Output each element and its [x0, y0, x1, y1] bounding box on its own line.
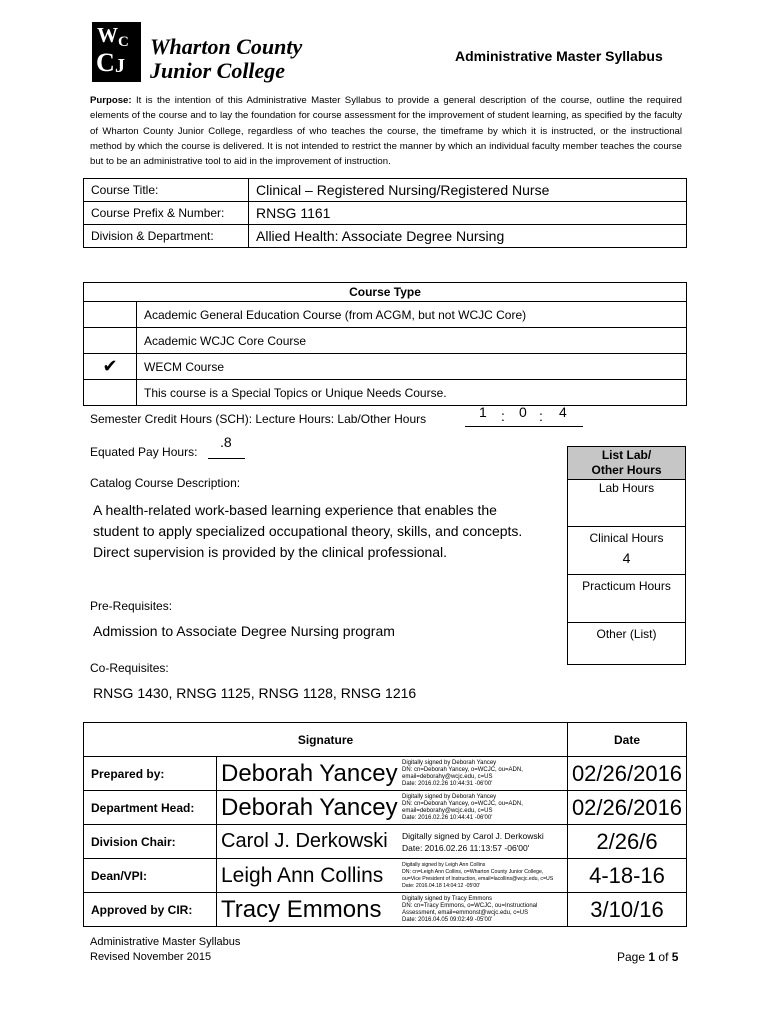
digital-signature-line: Digitally signed by Deborah Yancey [402, 759, 497, 766]
signature-role: Department Head: [84, 791, 217, 825]
catalog-description-line: Direct supervision is provided by the clinical professional. [93, 544, 448, 560]
college-logo-icon: W C C J [92, 22, 141, 82]
signature-date: 4-18-16 [568, 859, 687, 893]
prerequisites-value: Admission to Associate Degree Nursing program [93, 623, 395, 639]
digital-signature-details [399, 859, 568, 893]
signature-date: 3/10/16 [568, 893, 687, 927]
signature-role: Division Chair: [84, 825, 217, 859]
signature-date: 02/26/2016 [568, 757, 687, 791]
practicum-hours-label: Practicum Hours [582, 579, 671, 593]
credit-hours-label: Semester Credit Hours (SCH): Lecture Hours: Lab/Other Hours [90, 412, 427, 426]
signature-date: 02/26/2016 [568, 791, 687, 825]
signature-table [83, 722, 687, 927]
course-type-checkbox-core[interactable] [84, 328, 137, 354]
digital-signature-line: DN: cn=Tracy Emmons, o=WCJC, ou=Instructional [402, 902, 538, 909]
digital-signature-line: Digitally signed by Deborah Yancey [402, 793, 497, 800]
page-of: of [658, 950, 669, 964]
signature-column-header: Signature [84, 723, 568, 757]
digital-signature-line: Assessment, email=emmonst@wcjc.edu, c=US [402, 909, 529, 916]
other-hours-box [567, 446, 686, 665]
practicum-hours-cell [568, 575, 685, 623]
course-prefix-value: RNSG 1161 [249, 202, 687, 225]
equated-pay-field [208, 434, 245, 459]
signature-name: Leigh Ann Collins [217, 859, 400, 893]
course-type-checkbox-special[interactable] [84, 380, 137, 406]
digital-signature-line: Digitally signed by Tracy Emmons [402, 895, 493, 902]
catalog-description [93, 500, 522, 563]
footer-line1: Administrative Master Syllabus [90, 936, 241, 948]
page-prefix: Page [617, 950, 646, 964]
course-type-header: Course Type [84, 283, 687, 302]
division-label: Division & Department: [84, 225, 249, 248]
lab-hours-label: Lab Hours [598, 481, 655, 495]
digital-signature-line: Date: 2016.02.26 10:44:41 -06'00' [402, 814, 493, 821]
purpose-paragraph [90, 93, 682, 169]
course-title-label: Course Title: [84, 179, 249, 202]
course-type-checkbox-acgm[interactable] [84, 302, 137, 328]
digital-signature-details [399, 791, 568, 825]
course-title-value: Clinical – Registered Nursing/Registered Nurse [249, 179, 687, 202]
digital-signature-details [399, 893, 568, 927]
course-prefix-label: Course Prefix & Number: [84, 202, 249, 225]
signature-name: Carol J. Derkowski [217, 825, 400, 859]
course-type-label-core: Academic WCJC Core Course [137, 328, 687, 354]
document-title: Administrative Master Syllabus [455, 48, 663, 64]
purpose-text: It is the intention of this Administrative Master Syllabus to provide a general description of the course, outline the required elements of the course and to lay the foundation for course assessment for the improvement of student learning, as specified by the faculty of Wharton County Junior College, regardless of who teaches the course, the timeframe by which it is instructed, or the instructional method by which the course is delivered. It is not intended to restrict the manner by which an individual faculty member teaches the course but to be an administrative tool to aid in the improvement of instruction. [90, 95, 682, 168]
clinical-hours-value: 4 [622, 550, 631, 566]
course-type-label-acgm: Academic General Education Course (from ACGM, but not WCJC Core) [137, 302, 687, 328]
page-current: 1 [648, 950, 656, 964]
digital-signature-line: email=deborahy@wcjc.edu, c=US [402, 773, 493, 780]
date-column-header: Date [568, 723, 687, 757]
lab-hours-value: 4 [559, 404, 567, 420]
purpose-label: Purpose: [90, 95, 132, 106]
division-value: Allied Health: Associate Degree Nursing [249, 225, 687, 248]
digital-signature-line: ou=Vice President of Instruction, email=lacollins@wcjc.edu, c=US [402, 875, 554, 882]
catalog-description-label: Catalog Course Description: [90, 476, 241, 490]
signature-name: Tracy Emmons [217, 893, 400, 927]
other-list-label: Other (List) [596, 627, 657, 641]
other-hours-header [568, 447, 685, 480]
clinical-hours-cell [568, 527, 685, 575]
digital-signature-line: DN: cn=Leigh Ann Collins, o=Wharton County Junior College, [402, 868, 544, 875]
college-name-line1: Wharton County [150, 34, 303, 59]
digital-signature-line: Date: 2016.04.18 14:04:12 -05'00' [402, 882, 481, 889]
footer [90, 935, 240, 965]
digital-signature-line: Date: 2016.02.26 11:13:57 -06'00' [402, 842, 530, 853]
credit-hours-field [465, 404, 583, 427]
signature-date: 2/26/6 [568, 825, 687, 859]
page-number [617, 950, 678, 964]
course-type-label-wecm: WECM Course [137, 354, 687, 380]
corequisites-label: Co-Requisites: [90, 661, 169, 675]
equated-pay-label: Equated Pay Hours: [90, 445, 198, 459]
sch-value: 1 [479, 404, 487, 420]
digital-signature-details [399, 757, 568, 791]
course-type-checkbox-wecm[interactable]: ✔ [84, 354, 137, 380]
signature-name: Deborah Yancey [217, 791, 400, 825]
digital-signature-details [399, 825, 568, 859]
page-total: 5 [671, 950, 679, 964]
catalog-description-line: student to apply specialized occupational theory, skills, and concepts. [93, 523, 523, 539]
digital-signature-line: DN: cn=Deborah Yancey, o=WCJC, ou=ADN, [402, 766, 523, 773]
corequisites-value: RNSG 1430, RNSG 1125, RNSG 1128, RNSG 1216 [93, 685, 417, 701]
course-type-table [83, 282, 687, 406]
course-type-label-special: This course is a Special Topics or Unique Needs Course. [137, 380, 687, 406]
footer-line2: Revised November 2015 [90, 951, 212, 963]
digital-signature-line: Date: 2016.02.26 10:44:31 -06'00' [402, 780, 493, 787]
other-list-cell [568, 623, 685, 641]
other-hours-header-line2: Other Hours [591, 463, 662, 477]
lab-hours-cell [568, 480, 685, 527]
credit-separator-2: : [539, 408, 543, 424]
digital-signature-line: Digitally signed by Leigh Ann Collins [402, 861, 486, 868]
lecture-hours-value: 0 [519, 404, 527, 420]
clinical-hours-label: Clinical Hours [589, 531, 664, 545]
college-name-line2: Junior College [150, 58, 286, 83]
signature-name: Deborah Yancey [217, 757, 400, 791]
digital-signature-line: DN: cn=Deborah Yancey, o=WCJC, ou=ADN, [402, 800, 523, 807]
other-hours-header-line1: List Lab/ [601, 448, 652, 462]
digital-signature-line: Digitally signed by Carol J. Derkowski [402, 830, 544, 841]
digital-signature-line: email=deborahy@wcjc.edu, c=US [402, 807, 493, 814]
equated-pay-value: .8 [220, 434, 232, 450]
credit-separator-1: : [501, 408, 505, 424]
digital-signature-line: Date: 2016.04.05 09:02:49 -05'00' [402, 916, 493, 923]
signature-role: Approved by CIR: [84, 893, 217, 927]
course-info-table [83, 178, 687, 248]
signature-role: Prepared by: [84, 757, 217, 791]
prerequisites-label: Pre-Requisites: [90, 599, 173, 613]
signature-role: Dean/VPI: [84, 859, 217, 893]
catalog-description-line: A health-related work-based learning experience that enables the [93, 502, 497, 518]
